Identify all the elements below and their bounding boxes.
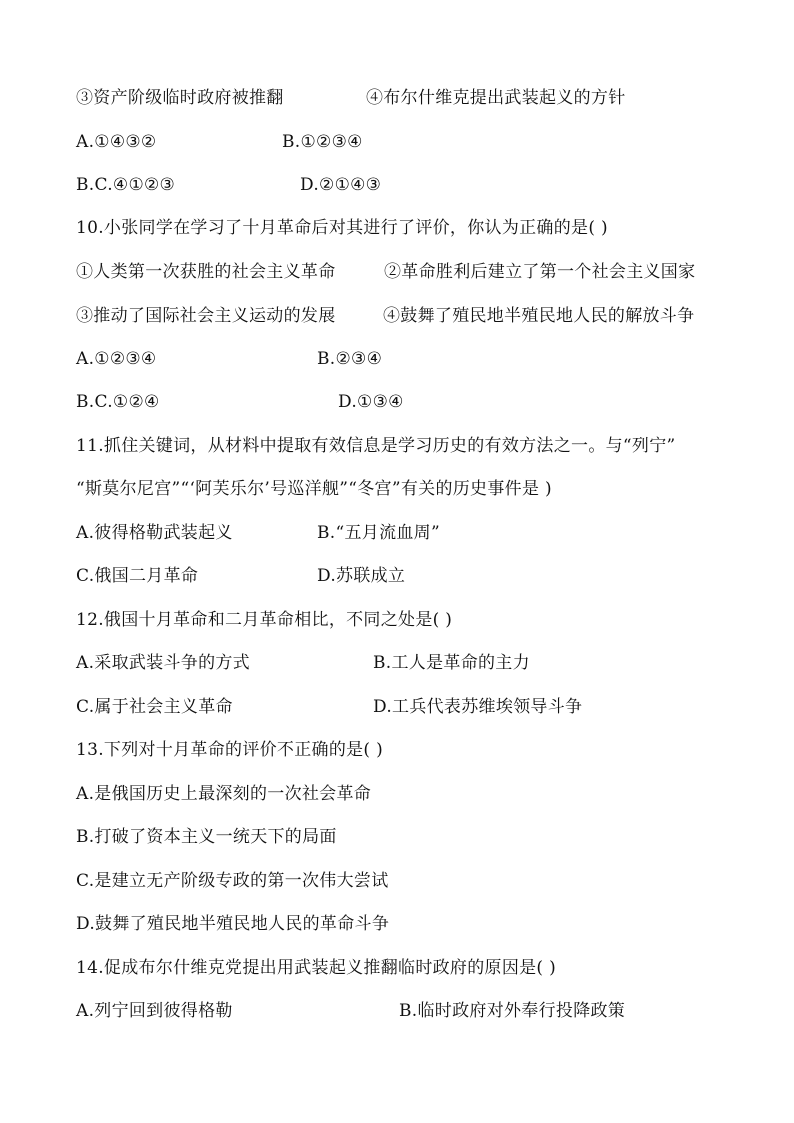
q11-option-d: D.苏联成立 xyxy=(317,566,406,586)
q9-option-a: A.①④③② xyxy=(76,132,157,152)
q12-option-b: B.工人是革命的主力 xyxy=(373,653,530,673)
q14-question: 14.促成布尔什维克党提出用武装起义推翻临时政府的原因是( ) xyxy=(76,958,557,978)
q13-question: 13.下列对十月革命的评价不正确的是( ) xyxy=(76,740,384,760)
q10-option-d: D.①③④ xyxy=(338,392,404,412)
q14-option-a: A.列宁回到彼得格勒 xyxy=(76,1001,233,1021)
q12-option-d: D.工兵代表苏维埃领导斗争 xyxy=(373,697,583,717)
q12-option-c: C.属于社会主义革命 xyxy=(76,697,233,717)
q12-option-a: A.采取武装斗争的方式 xyxy=(76,653,250,673)
q9-option-c: B.C.④①②③ xyxy=(76,175,176,195)
q11-option-a: A.彼得格勒武装起义 xyxy=(76,523,233,543)
q10-statement-4: ④鼓舞了殖民地半殖民地人民的解放斗争 xyxy=(383,306,695,326)
q11-option-b: B.“五月流血周” xyxy=(317,523,440,543)
q9-statement-3: ③资产阶级临时政府被推翻 xyxy=(76,88,284,108)
q10-option-b: B.②③④ xyxy=(317,349,383,369)
q10-statement-1: ①人类第一次获胜的社会主义革命 xyxy=(76,262,336,282)
q11-question-line-1: 11.抓住关键词，从材料中提取有效信息是学习历史的有效方法之一。与“列宁” xyxy=(76,436,676,456)
q10-question: 10.小张同学在学习了十月革命后对其进行了评价，你认为正确的是( ) xyxy=(76,218,608,238)
q9-option-b: B.①②③④ xyxy=(282,132,363,152)
q10-statement-3: ③推动了国际社会主义运动的发展 xyxy=(76,306,336,326)
q13-option-b: B.打破了资本主义一统天下的局面 xyxy=(76,827,337,847)
q9-statement-4: ④布尔什维克提出武装起义的方针 xyxy=(366,88,626,108)
q12-question: 12.俄国十月革命和二月革命相比，不同之处是( ) xyxy=(76,610,453,630)
q13-option-c: C.是建立无产阶级专政的第一次伟大尝试 xyxy=(76,871,389,891)
q10-option-a: A.①②③④ xyxy=(76,349,157,369)
q10-option-c: B.C.①②④ xyxy=(76,392,160,412)
q14-option-b: B.临时政府对外奉行投降政策 xyxy=(399,1001,626,1021)
q11-question-line-2: “斯莫尔尼宫”“‘阿芙乐尔’号巡洋舰”“冬宫”有关的历史事件是 ) xyxy=(76,479,552,499)
q13-option-d: D.鼓舞了殖民地半殖民地人民的革命斗争 xyxy=(76,914,390,934)
q9-option-d: D.②①④③ xyxy=(300,175,382,195)
q11-option-c: C.俄国二月革命 xyxy=(76,566,199,586)
q10-statement-2: ②革命胜利后建立了第一个社会主义国家 xyxy=(384,262,696,282)
q13-option-a: A.是俄国历史上最深刻的一次社会革命 xyxy=(76,784,372,804)
